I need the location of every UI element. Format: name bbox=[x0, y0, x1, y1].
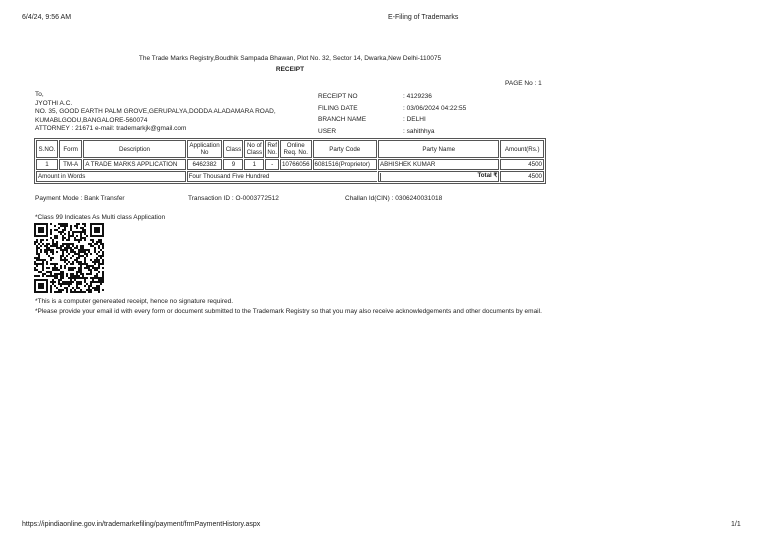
recipient-address-line1: NO. 35, GOOD EARTH PALM GROVE,GERUPALYA,DODDA ALADAMARA ROAD, bbox=[35, 108, 276, 115]
cell-sno: 1 bbox=[36, 159, 58, 170]
total-label-text: Total ₹ bbox=[477, 172, 498, 179]
col-party-name: Party Name bbox=[378, 140, 499, 158]
meta-value: : 4129236 bbox=[403, 93, 432, 100]
meta-value: : 03/06/2024 04:22:55 bbox=[403, 104, 467, 112]
total-value: 4500 bbox=[500, 171, 544, 182]
col-ref-no: Ref No. bbox=[267, 142, 277, 156]
signature-note: *This is a computer genereated receipt, hence no signature required. bbox=[35, 298, 234, 305]
recipient-address-line2: KUMABLGODU,BANGALORE-560074 bbox=[35, 116, 148, 124]
meta-user bbox=[318, 126, 466, 138]
attorney-line: ATTORNEY : 21671 e-mail: trademarkjk@gmail.com bbox=[35, 125, 187, 132]
col-online-req-no: Online Req. No. bbox=[280, 140, 312, 158]
page-count: 1/1 bbox=[731, 521, 741, 528]
table-header-row bbox=[36, 140, 544, 158]
meta-key: BRANCH NAME bbox=[318, 116, 367, 123]
col-party-code: Party Code bbox=[313, 140, 377, 158]
total-label bbox=[378, 171, 499, 182]
receipt-title: RECEIPT bbox=[275, 66, 305, 73]
print-page-title: E-Filing of Trademarks bbox=[388, 14, 459, 21]
meta-key: FILING DATE bbox=[318, 104, 358, 112]
meta-filing-date bbox=[318, 103, 466, 115]
receipt-meta bbox=[318, 91, 466, 137]
email-note: *Please provide your email id with every form or document submitted to the Trademark Registry so that you may also receive acknowledgements and other documents by email. bbox=[35, 308, 542, 315]
col-amount: Amount(Rs.) bbox=[500, 140, 544, 158]
col-no-of-class: No of Class bbox=[244, 140, 264, 158]
cell-application-no: 6462382 bbox=[187, 159, 223, 170]
cell-online-req-no: 10766056 bbox=[281, 161, 310, 168]
class99-note: *Class 99 Indicates As Multi class Application bbox=[35, 214, 166, 221]
amount-in-words-label: Amount in Words bbox=[36, 171, 186, 182]
recipient-name: JYOTHI A.C. bbox=[35, 99, 73, 107]
meta-key: RECEIPT NO bbox=[318, 93, 358, 100]
payment-mode: Payment Mode : Bank Transfer bbox=[35, 195, 125, 202]
meta-value: : sahithhya bbox=[403, 127, 435, 135]
meta-branch-name bbox=[318, 114, 466, 126]
registry-address: The Trade Marks Registry,Boudhik Sampada Bhawan, Plot No. 32, Sector 14, Dwarka,New Delhi-110075 bbox=[138, 55, 442, 62]
cell-party-code: 6081516(Proprietor) bbox=[313, 159, 377, 170]
receipt-items-table bbox=[34, 138, 546, 184]
cell-form: TM-A bbox=[59, 159, 82, 170]
cell-description: A TRADE MARKS APPLICATION bbox=[83, 159, 185, 170]
col-form: Form bbox=[59, 140, 82, 158]
cell-amount: 4500 bbox=[500, 159, 544, 170]
meta-key: USER bbox=[318, 127, 337, 135]
amount-in-words-value: Four Thousand Five Hundred bbox=[187, 171, 377, 182]
cell-party-name: ABHISHEK KUMAR bbox=[378, 159, 499, 170]
table-row bbox=[36, 159, 544, 170]
cell-ref-no: - bbox=[265, 159, 279, 170]
challan-id: Challan Id(CIN) : 0306240031018 bbox=[345, 195, 443, 202]
transaction-id: Transaction ID : O-0003772512 bbox=[188, 195, 279, 202]
divider bbox=[380, 173, 381, 181]
page-number: PAGE No : 1 bbox=[505, 80, 542, 87]
print-datetime: 6/4/24, 9:56 AM bbox=[22, 14, 72, 21]
qr-code-icon bbox=[34, 223, 104, 293]
meta-value: : DELHI bbox=[403, 116, 426, 123]
page-url: https://ipindiaonline.gov.in/trademarkefiling/payment/frmPaymentHistory.aspx bbox=[22, 521, 261, 528]
cell-no-of-class: 1 bbox=[244, 159, 264, 170]
col-application-no: Application No bbox=[187, 140, 223, 158]
to-label: To, bbox=[35, 91, 44, 98]
cell-class: 9 bbox=[223, 159, 243, 170]
table-total-row bbox=[36, 171, 544, 182]
qr-code-graphic bbox=[34, 223, 104, 293]
col-description: Description bbox=[83, 140, 185, 158]
meta-receipt-no bbox=[318, 91, 466, 103]
col-sno: S.NO. bbox=[36, 140, 58, 158]
recipient-block bbox=[35, 91, 276, 134]
col-class: Class bbox=[223, 140, 243, 158]
